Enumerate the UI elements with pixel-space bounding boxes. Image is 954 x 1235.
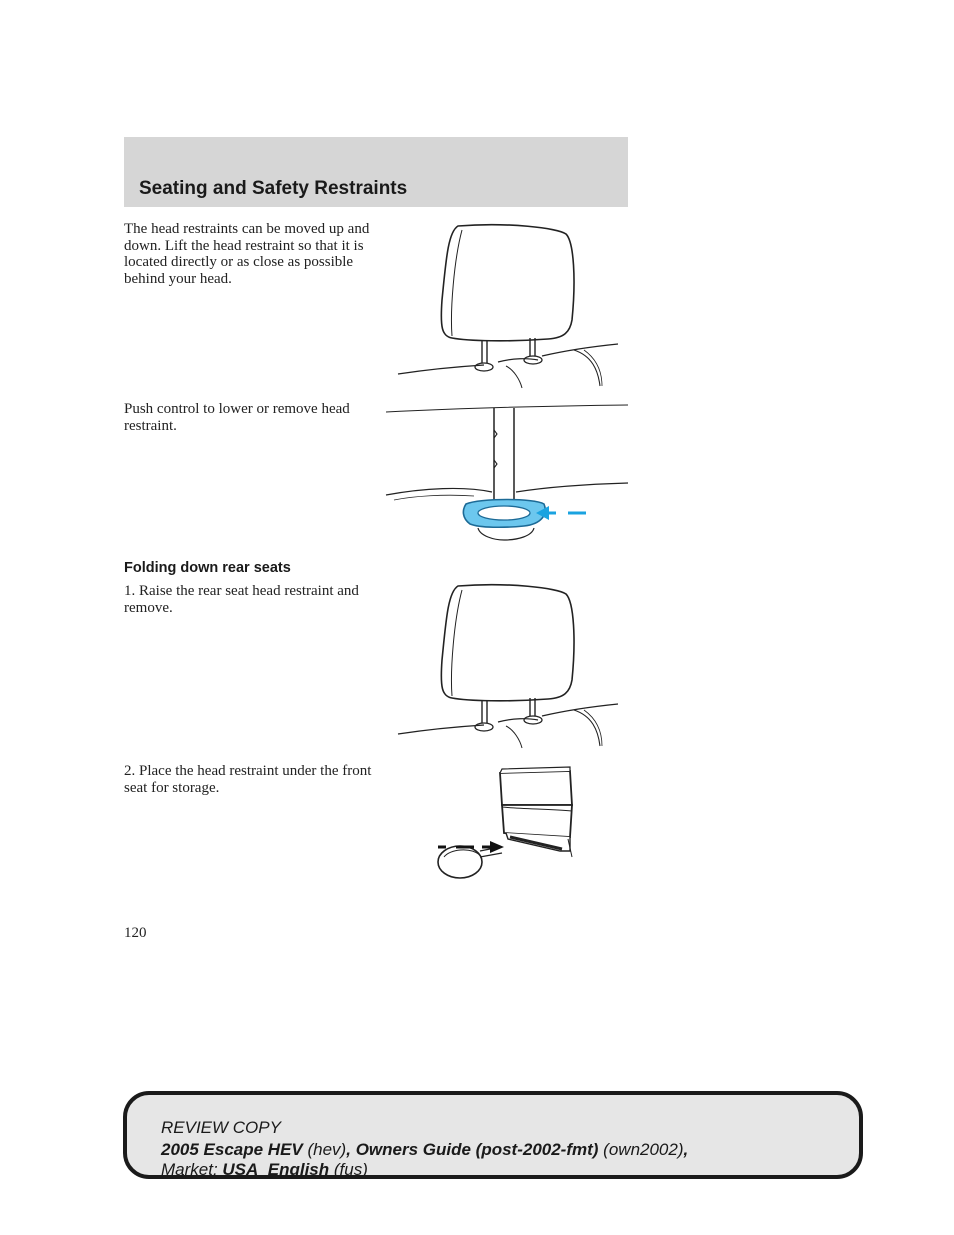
push-control-text: Push control to lower or remove head restraint. — [124, 401, 350, 434]
head-restraint-release-control-illustration — [384, 400, 628, 548]
page-number: 120 — [124, 925, 147, 941]
section-title: Seating and Safety Restraints — [139, 178, 408, 199]
head-restraint-raised-illustration — [388, 220, 628, 390]
rear-head-restraint-raise-illustration — [388, 580, 628, 750]
footer-market-label: Market: — [161, 1160, 223, 1179]
head-restraint-adjust-text: The head restraints can be moved up and down. Lift the head restraint so that it is located directly or as close as possible behind your head. — [124, 221, 370, 287]
footer-separator: , — [346, 1140, 356, 1159]
footer-line-3 — [161, 1160, 368, 1180]
sub-heading: Folding down rear seats — [124, 560, 291, 576]
footer-model-code: (hev) — [302, 1140, 347, 1159]
footer-line-1: REVIEW COPY — [161, 1118, 281, 1137]
footer-line-2 — [161, 1140, 688, 1160]
footer-market-code: (fus) — [329, 1160, 368, 1179]
footer-guide: Owners Guide (post-2002-fmt) — [355, 1140, 599, 1159]
footer-market: USA_English — [222, 1160, 330, 1179]
step-2-text: 2. Place the head restraint under the front seat for storage. — [124, 763, 372, 796]
footer-guide-code: (own2002) — [598, 1140, 684, 1159]
step-1-text: 1. Raise the rear seat head restraint and remove. — [124, 583, 359, 616]
footer-line-end: , — [683, 1140, 689, 1159]
head-restraint-storage-illustration — [430, 765, 580, 885]
footer-model: 2005 Escape HEV — [161, 1140, 303, 1159]
